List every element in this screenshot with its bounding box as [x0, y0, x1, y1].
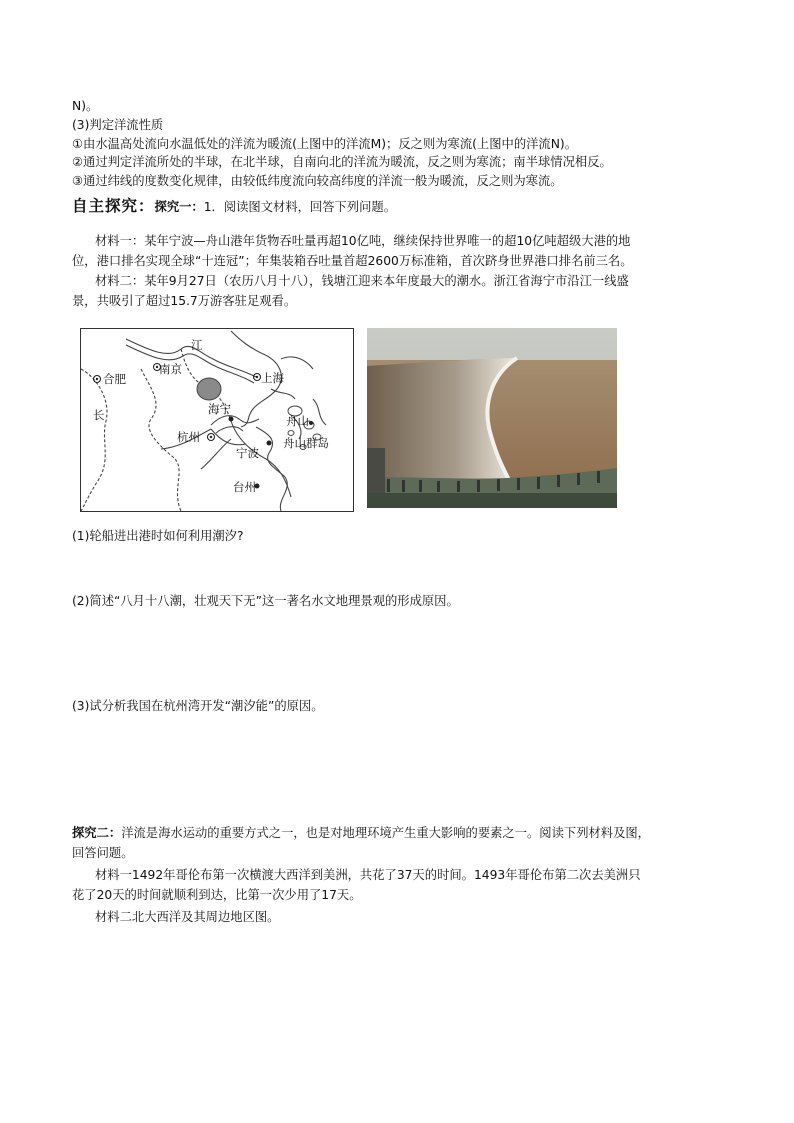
text-line-3: ①由水温高处流向水温低处的洋流为暖流(上图中的洋流M)；反之则为寒流(上图中的洋流N)。	[72, 137, 578, 151]
map-label-zhoushan: 舟山	[286, 414, 309, 428]
probe-two-line2: 回答问题。	[72, 846, 134, 860]
probe-two-label: 探究二：	[72, 826, 122, 840]
probe-one-intro: 1．阅读图文材料，回答下列问题。	[203, 200, 396, 214]
map-label-zhoushan-islands: 舟山群岛	[283, 436, 329, 450]
question-2: (2)简述“八月十八潮，壮观天下无”这一著名水文地理景观的形成原因。	[72, 594, 459, 608]
map-label-chang: 长	[93, 408, 105, 422]
probe-two-material1-line2: 花了20天的时间就顺利到达，比第一次少用了17天。	[72, 888, 362, 902]
material1-line1: 材料一：某年宁波—舟山港年货物吞吐量再超10亿吨，继续保持世界唯一的超10亿吨超级大港的地	[95, 234, 631, 248]
question-3: (3)试分析我国在杭州湾开发“潮汐能”的原因。	[72, 699, 324, 713]
text-line-2: (3)判定洋流性质	[72, 118, 164, 132]
text-line-1: N)。	[72, 99, 99, 113]
material2-line2: 景，共吸引了超过15.7万游客驻足观看。	[72, 294, 297, 308]
map-label-hangzhou: 杭州	[177, 430, 200, 444]
text-line-5: ③通过纬线的度数变化规律，由较低纬度流向较高纬度的洋流一般为暖流，反之则为寒流。	[72, 174, 563, 188]
map-label-haining: 海宁	[208, 402, 231, 416]
tidal-bore-photo	[367, 328, 617, 508]
heading-title: 自主探究：	[72, 197, 155, 215]
question-1: (1)轮船进出港时如何利用潮汐?	[72, 529, 244, 543]
probe-two-material1-line1: 材料一1492年哥伦布第一次横渡大西洋到美洲，共花了37天的时间。1493年哥伦布第二次去美洲只	[95, 868, 641, 882]
map-label-jiang: 江	[191, 338, 203, 352]
material2-line1: 材料二：某年9月27日（农历八月十八），钱塘江迎来本年度最大的潮水。浙江省海宁市沿江一线盛	[95, 274, 629, 288]
map-label-shanghai: 上海	[261, 371, 284, 385]
probe-two-line1	[72, 824, 728, 843]
map-label-taizhou: 台州	[233, 480, 256, 494]
map-lines	[81, 329, 353, 511]
material1-line2: 位，港口排名实现全球“十连冠”；年集装箱吞吐量首超2600万标准箱，首次跻身世界港口排名前三名。	[72, 254, 633, 268]
probe-one-label: 探究一：	[154, 200, 204, 214]
map-label-nanjing: 南京	[159, 362, 182, 376]
text-line-4: ②通过判定洋流所处的半球，在北半球，自南向北的洋流为暖流，反之则为寒流；南半球情况相反。	[72, 155, 612, 169]
region-map	[80, 328, 354, 512]
map-label-ningbo: 宁波	[236, 446, 259, 460]
probe-two-material2: 材料二北大西洋及其周边地区图。	[95, 910, 280, 924]
probe-two-text: 洋流是海水运动的重要方式之一，也是对地理环境产生重大影响的要素之一。阅读下列材料及图，	[121, 826, 650, 840]
section-heading	[72, 195, 396, 218]
map-label-hefei: 合肥	[103, 372, 126, 386]
